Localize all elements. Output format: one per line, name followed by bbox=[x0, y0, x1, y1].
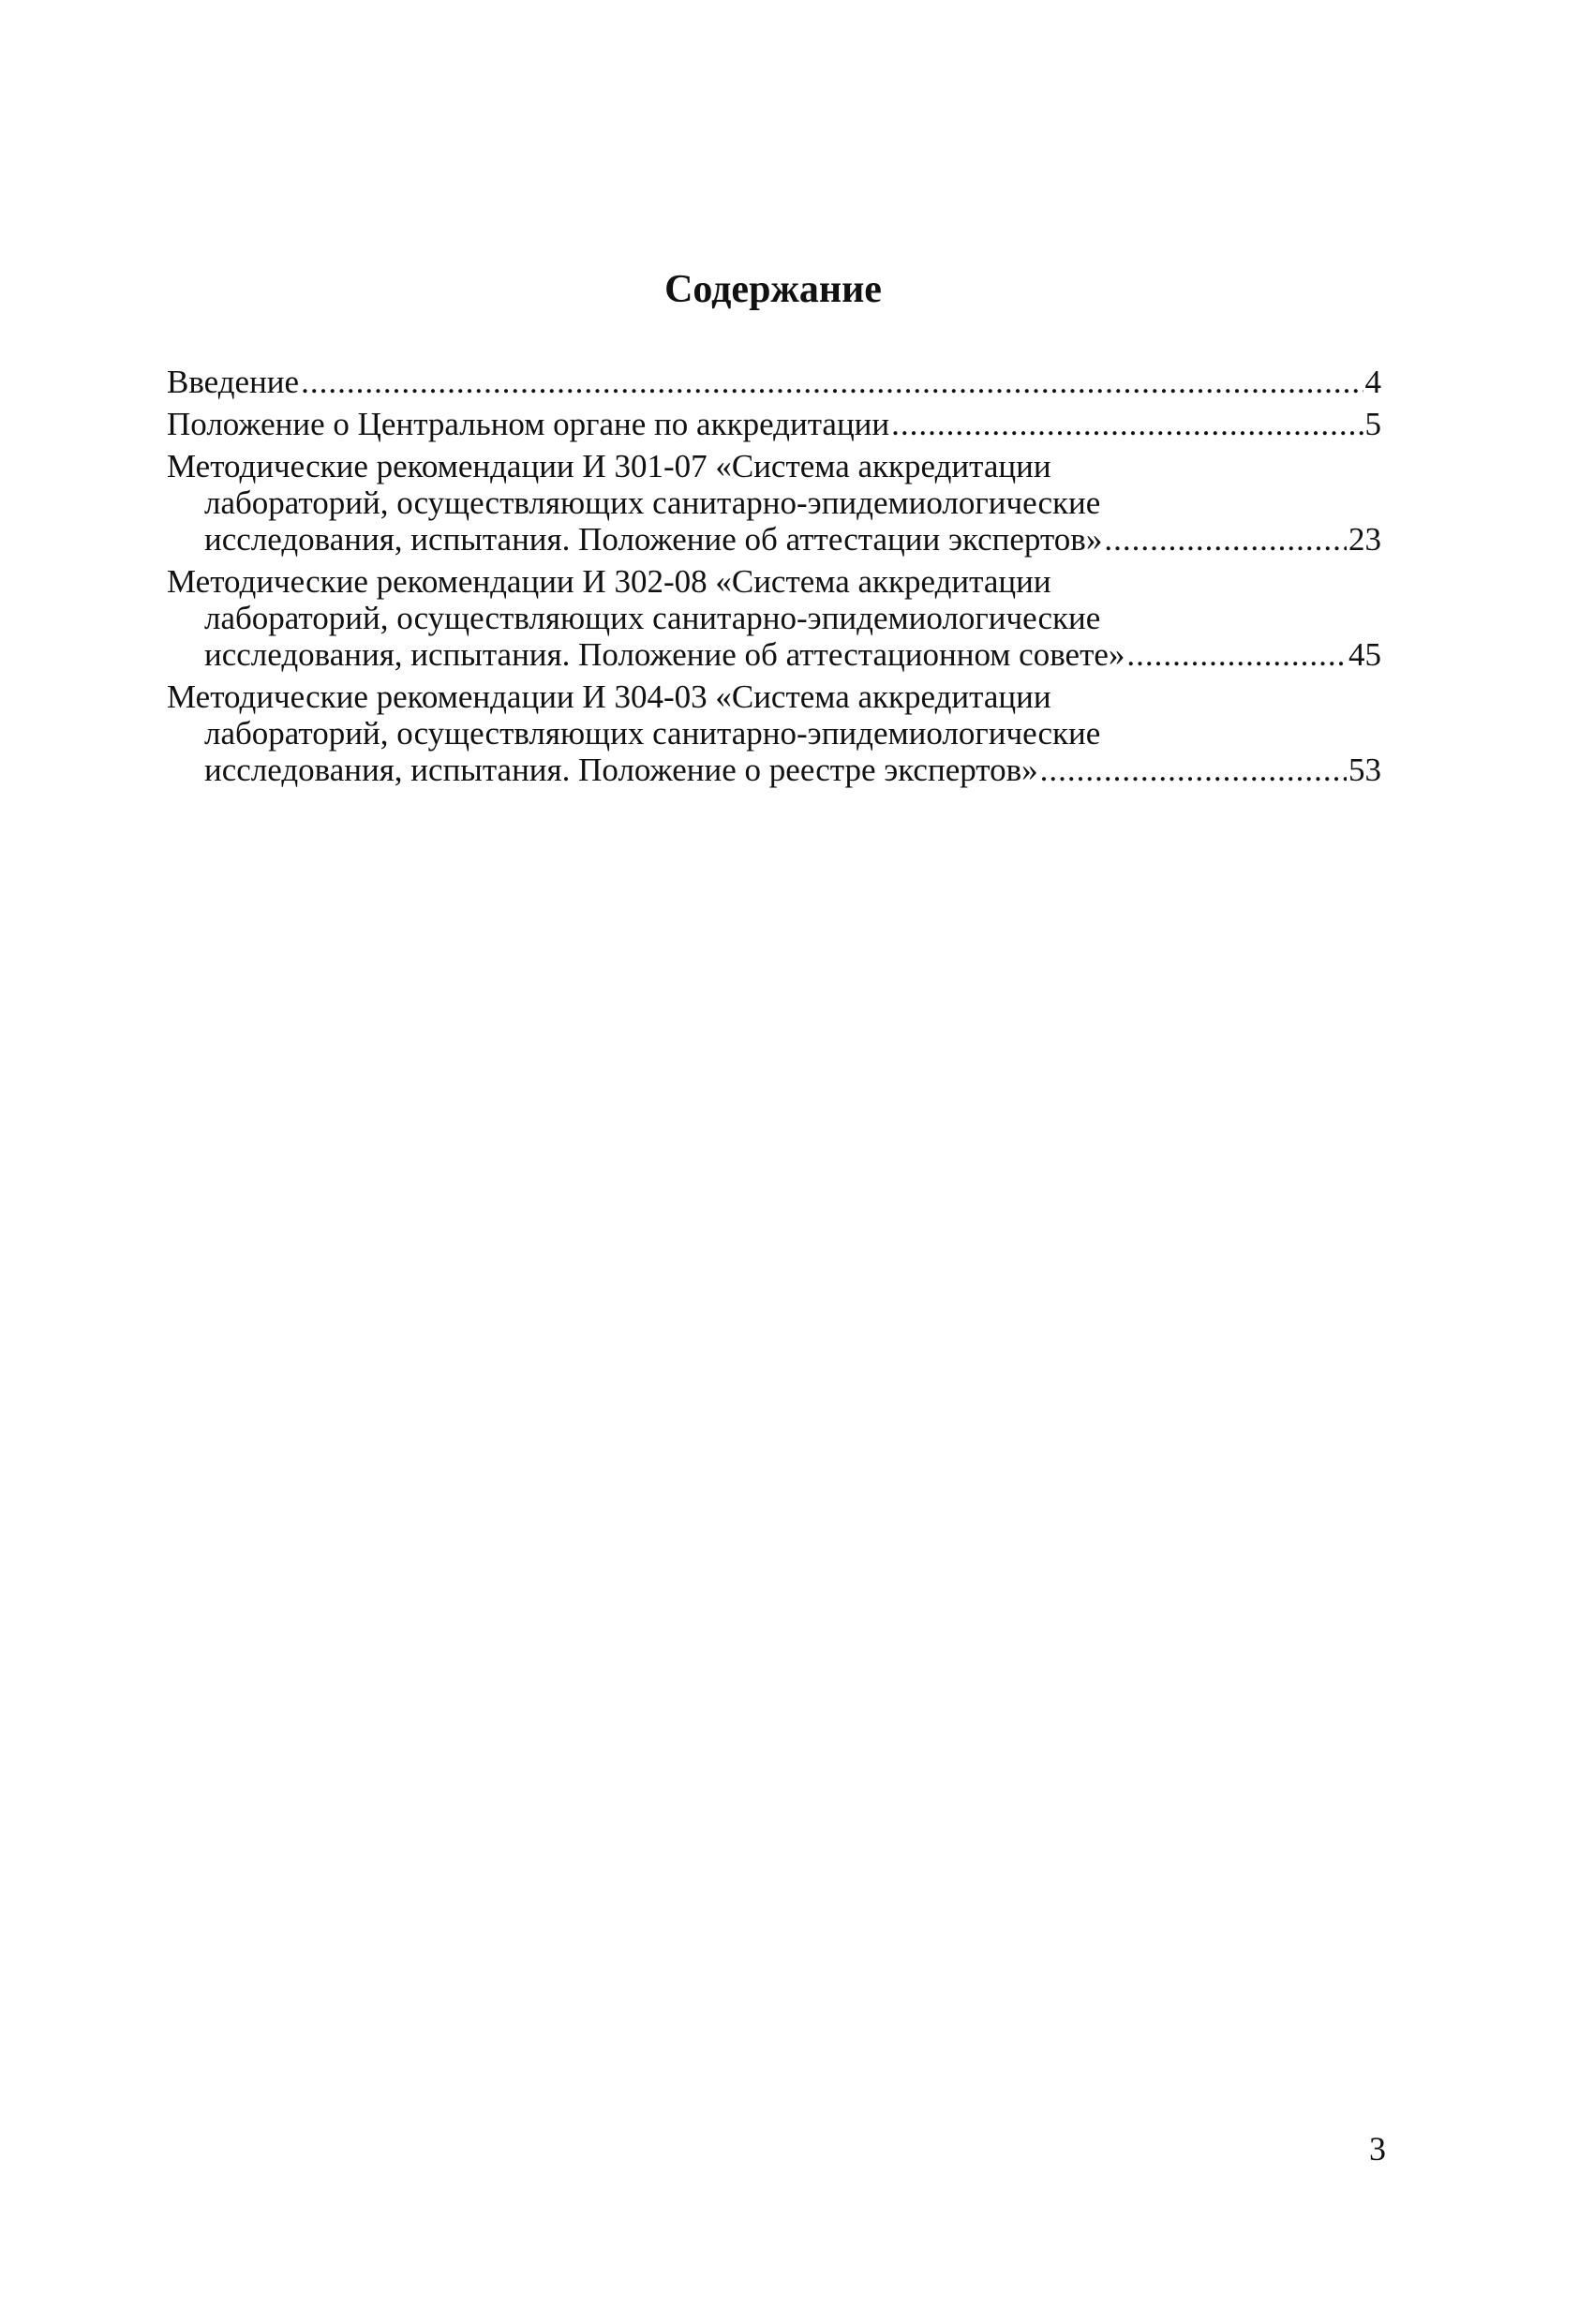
toc-line bbox=[167, 600, 1381, 636]
toc-line bbox=[167, 448, 1381, 484]
toc-page-number: 53 bbox=[1348, 752, 1381, 788]
toc-entry-text: Методические рекомендации И 302-08 «Система аккредитации bbox=[167, 563, 1051, 600]
toc-line bbox=[167, 636, 1381, 673]
toc-entry[interactable] bbox=[167, 406, 1381, 442]
toc-line bbox=[167, 364, 1381, 400]
toc-page-number: 23 bbox=[1348, 521, 1381, 558]
toc-entry-text: Введение bbox=[167, 364, 300, 400]
toc-entry-text: исследования, испытания. Положение о реестре экспертов» bbox=[204, 752, 1038, 788]
toc-line bbox=[167, 484, 1381, 521]
toc-line bbox=[167, 678, 1381, 715]
toc-entry[interactable] bbox=[167, 563, 1381, 673]
toc-entry[interactable] bbox=[167, 448, 1381, 558]
table-of-contents bbox=[167, 364, 1381, 794]
toc-entry[interactable] bbox=[167, 364, 1381, 400]
toc-leader-dots bbox=[1040, 752, 1347, 788]
page-title: Содержание bbox=[664, 268, 882, 311]
toc-line bbox=[167, 563, 1381, 600]
toc-page-number: 4 bbox=[1364, 364, 1381, 400]
toc-entry[interactable] bbox=[167, 678, 1381, 788]
toc-line bbox=[167, 715, 1381, 752]
toc-entry-text: исследования, испытания. Положение об аттестации экспертов» bbox=[204, 521, 1103, 558]
toc-entry-text: Методические рекомендации И 304-03 «Система аккредитации bbox=[167, 678, 1051, 715]
toc-entry-text: Методические рекомендации И 301-07 «Система аккредитации bbox=[167, 448, 1051, 484]
toc-line bbox=[167, 752, 1381, 788]
toc-entry-text: Положение о Центральном органе по аккредитации bbox=[167, 406, 890, 442]
toc-entry-text: лабораторий, осуществляющих санитарно-эпидемиологические bbox=[204, 715, 1101, 752]
toc-entry-text: исследования, испытания. Положение об аттестационном совете» bbox=[204, 636, 1125, 673]
page-number: 3 bbox=[1369, 2130, 1386, 2168]
toc-page-number: 5 bbox=[1364, 406, 1381, 442]
toc-entry-text: лабораторий, осуществляющих санитарно-эпидемиологические bbox=[204, 484, 1101, 521]
toc-entry-text: лабораторий, осуществляющих санитарно-эпидемиологические bbox=[204, 600, 1101, 636]
toc-line bbox=[167, 521, 1381, 558]
toc-leader-dots bbox=[1104, 521, 1347, 558]
toc-line bbox=[167, 406, 1381, 442]
toc-leader-dots bbox=[891, 406, 1363, 442]
toc-leader-dots bbox=[1126, 636, 1347, 673]
toc-page-number: 45 bbox=[1348, 636, 1381, 673]
toc-leader-dots bbox=[301, 364, 1363, 400]
